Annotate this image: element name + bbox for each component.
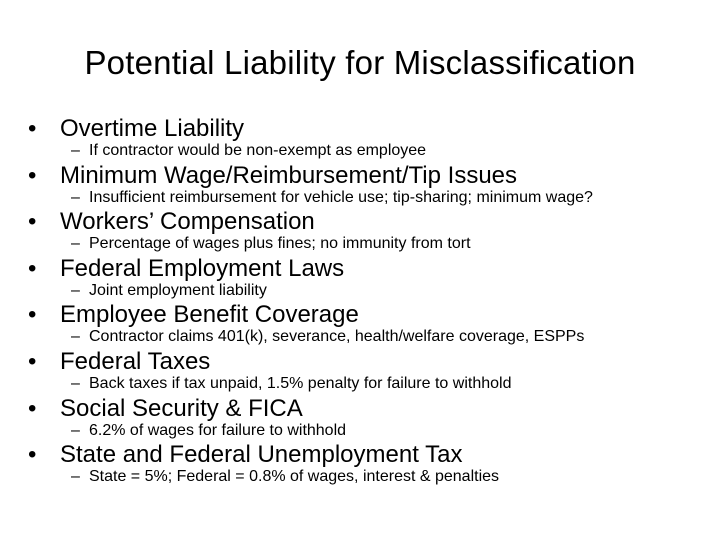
bullet-icon: • xyxy=(28,115,37,142)
item-detail xyxy=(71,374,511,394)
item-label: Federal Employment Laws xyxy=(60,254,345,282)
item-label: Federal Taxes xyxy=(60,347,211,375)
item-label: Social Security & FICA xyxy=(60,394,303,422)
bullet-list xyxy=(28,114,708,487)
slide-title: Potential Liability for Misclassification xyxy=(84,44,636,81)
item-detail-text: State = 5%; Federal = 0.8% of wages, interest & penalties xyxy=(89,468,500,486)
bullet-icon: • xyxy=(28,441,37,469)
item-label: Overtime Liability xyxy=(60,115,245,142)
bullet-icon: • xyxy=(28,208,37,236)
list-item xyxy=(28,347,708,394)
item-detail-text: Contractor claims 401(k), severance, health/welfare coverage, ESPPs xyxy=(89,328,585,346)
bullet-icon: • xyxy=(28,301,37,329)
dash-icon: – xyxy=(71,328,80,346)
item-label: Employee Benefit Coverage xyxy=(60,301,359,329)
list-item xyxy=(28,161,708,208)
item-label: Minimum Wage/Reimbursement/Tip Issues xyxy=(60,161,518,189)
bullet-icon: • xyxy=(28,394,37,422)
dash-icon: – xyxy=(71,281,80,299)
dash-icon: – xyxy=(71,188,80,206)
list-item xyxy=(28,254,708,301)
item-label: State and Federal Unemployment Tax xyxy=(60,441,463,469)
item-detail xyxy=(71,327,584,347)
list-item xyxy=(28,394,708,441)
dash-icon: – xyxy=(71,421,80,439)
item-detail xyxy=(71,281,267,301)
bullet-icon: • xyxy=(28,254,37,282)
item-detail xyxy=(71,421,346,441)
item-detail-text: Percentage of wages plus fines; no immunity from tort xyxy=(89,235,471,253)
item-detail-text: 6.2% of wages for failure to withhold xyxy=(89,421,347,439)
list-item xyxy=(28,207,708,254)
dash-icon: – xyxy=(71,468,80,486)
item-detail-text: Back taxes if tax unpaid, 1.5% penalty for failure to withhold xyxy=(89,374,512,392)
list-item xyxy=(28,300,708,347)
item-detail xyxy=(71,188,593,208)
bullet-icon: • xyxy=(28,161,37,189)
item-detail-text: If contractor would be non-exempt as employee xyxy=(89,142,427,159)
bullet-icon: • xyxy=(28,347,37,375)
list-item xyxy=(28,440,708,487)
list-item xyxy=(28,114,708,161)
item-detail xyxy=(71,467,499,487)
item-detail-text: Joint employment liability xyxy=(89,281,267,299)
item-label: Workers’ Compensation xyxy=(60,208,315,236)
dash-icon: – xyxy=(71,374,80,392)
dash-icon: – xyxy=(71,235,80,253)
item-detail-text: Insufficient reimbursement for vehicle use; tip-sharing; minimum wage? xyxy=(89,188,593,206)
item-detail xyxy=(71,234,471,254)
item-detail xyxy=(71,141,426,161)
dash-icon: – xyxy=(71,142,80,159)
